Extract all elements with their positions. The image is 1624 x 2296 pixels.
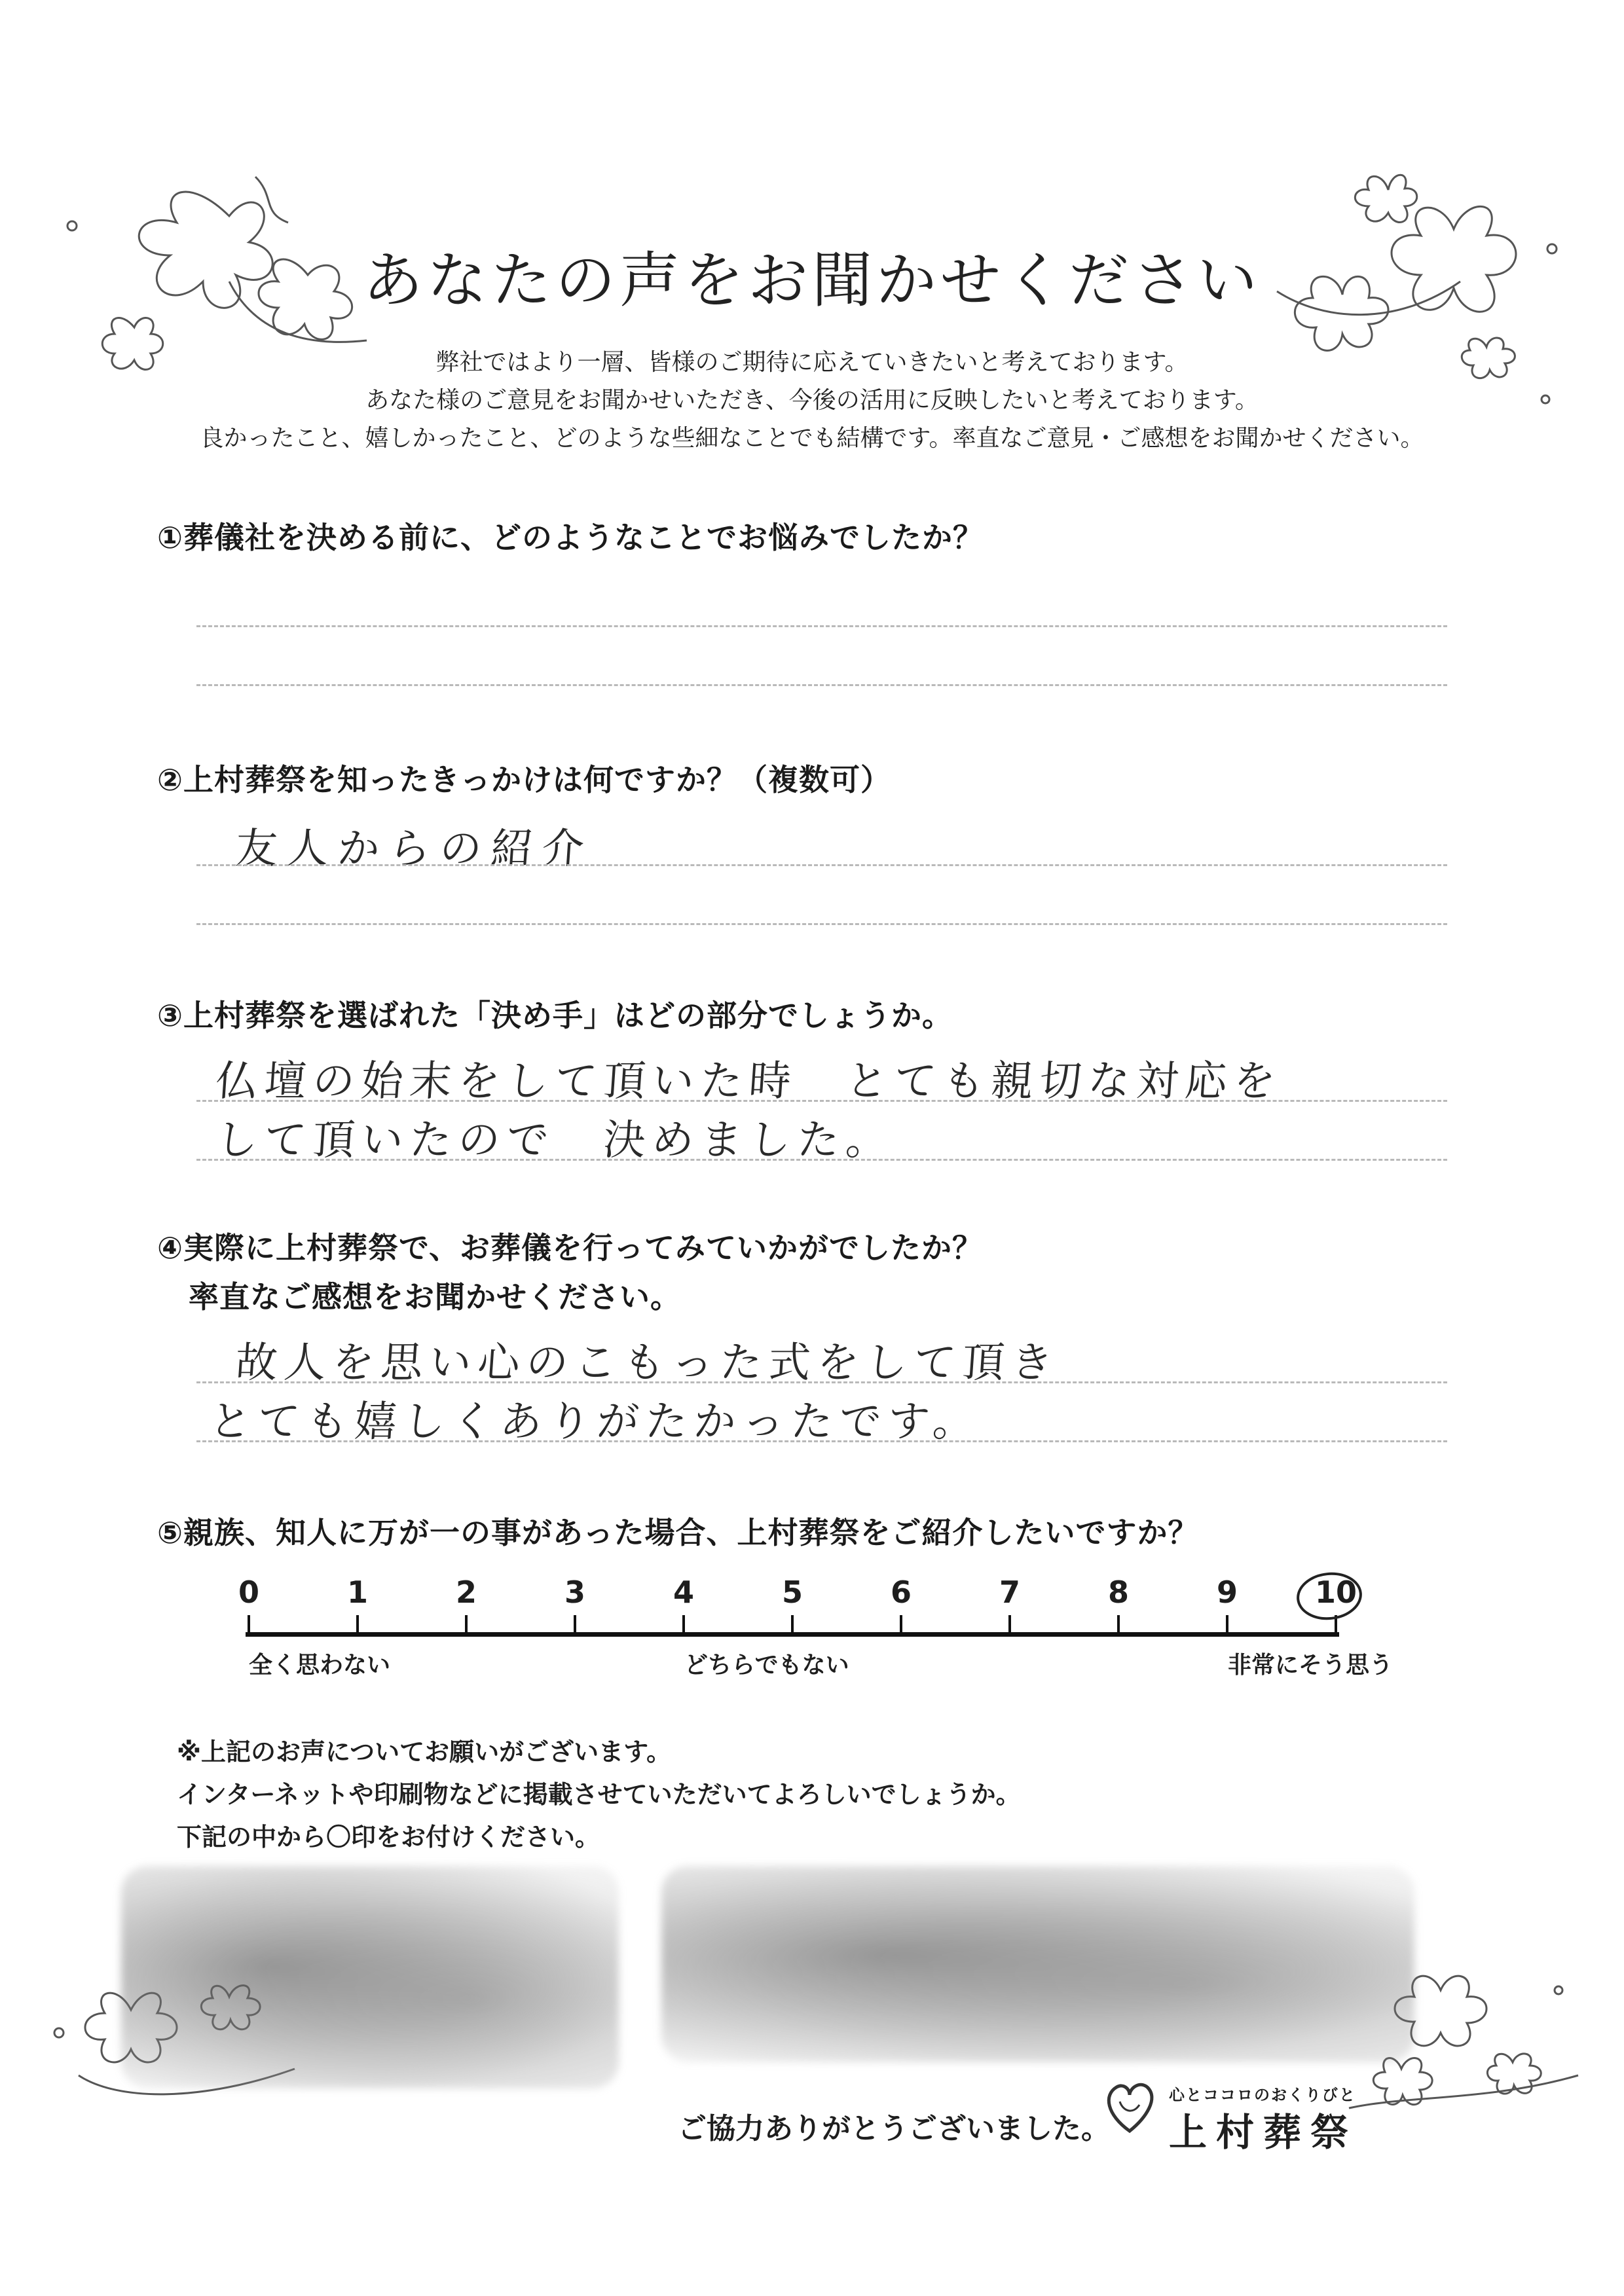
brand-tagline: 心とココロのおくりびと (1169, 2086, 1356, 2104)
answer-line (196, 923, 1447, 925)
question-4-label: ④実際に上村葬祭で、お葬儀を行ってみていかがでしたか？ (157, 1230, 984, 1266)
scale-tick (574, 1615, 576, 1632)
question-4-label-2: 率直なご感想をお聞かせください。 (189, 1279, 681, 1315)
scale-number-8: 8 (1107, 1575, 1129, 1610)
scale-number-2: 2 (455, 1575, 477, 1610)
scale-tick (465, 1615, 468, 1632)
question-3-answer-line-1: 仏壇の始末をして頂いた時 とても親切な対応を (213, 1057, 1284, 1106)
scale-tick (900, 1615, 902, 1632)
scale-number-10: 10 (1314, 1575, 1357, 1610)
note-line-3: 下記の中から〇印をお付けください。 (177, 1823, 600, 1851)
scale-number-0: 0 (238, 1575, 259, 1610)
intro-line-1: 弊社ではより一層、皆様のご期待に応えていきたいと考えております。 (435, 349, 1189, 376)
scale-tick (791, 1615, 794, 1632)
intro-line-2: あなた様のご意見をお聞かせいただき、今後の活用に反映したいと考えております。 (365, 387, 1259, 414)
scale-number-5: 5 (781, 1575, 803, 1610)
question-2-answer-line-1: 友人からの紹介 (233, 825, 595, 873)
selected-rating-circle (1293, 1570, 1365, 1622)
scale-label-low: 全く思わない (249, 1652, 391, 1679)
answer-line (196, 1159, 1447, 1161)
redacted-consent-area-right (661, 1866, 1414, 2062)
scale-tick (356, 1615, 359, 1632)
scale-tick (1117, 1615, 1120, 1632)
brand-name: 上村葬祭 (1169, 2110, 1358, 2155)
scale-tick (1226, 1615, 1228, 1632)
intro-line-3: 良かったこと、嬉しかったこと、どのような些細なことでも結構です。率直なご意見・ご感想をお聞かせください。 (200, 425, 1424, 452)
scale-label-mid: どちらでもない (684, 1652, 849, 1679)
question-4-answer-line-2: とても嬉しくありがたかったです。 (207, 1398, 984, 1446)
scale-number-7: 7 (999, 1575, 1020, 1610)
scale-tick (1008, 1615, 1011, 1632)
question-5-label: ⑤親族、知人に万が一の事があった場合、上村葬祭をご紹介したいですか？ (157, 1515, 1199, 1550)
company-heart-logo (1100, 2075, 1159, 2141)
scale-number-6: 6 (890, 1575, 912, 1610)
scale-tick (682, 1615, 685, 1632)
page-title: あなたの声をお聞かせください (362, 246, 1261, 316)
question-4-answer-line-1: 故人を思い心のこもった式をして頂き (233, 1339, 1061, 1387)
answer-line (196, 1440, 1447, 1442)
question-3-label: ③上村葬祭を選ばれた「決め手」はどの部分でしょうか。 (157, 998, 953, 1033)
question-2-label: ②上村葬祭を知ったきっかけは何ですか？（複数可） (157, 762, 891, 797)
scale-number-4: 4 (673, 1575, 694, 1610)
answer-line (196, 1100, 1447, 1102)
note-line-1: ※上記のお声についてお願いがございます。 (177, 1738, 672, 1766)
rating-scale-line (246, 1632, 1339, 1637)
answer-line (196, 864, 1447, 866)
scale-tick (248, 1615, 250, 1632)
question-1-label: ①葬儀社を決める前に、どのようなことでお悩みでしたか？ (157, 520, 984, 555)
scale-number-3: 3 (564, 1575, 585, 1610)
answer-line (196, 1381, 1447, 1383)
scale-number-9: 9 (1216, 1575, 1238, 1610)
answer-line (196, 625, 1447, 627)
question-3-answer-line-2: して頂いたので 決めました。 (213, 1116, 896, 1165)
note-line-2: インターネットや印刷物などに掲載させていただいてよろしいでしょうか。 (177, 1780, 1021, 1809)
answer-line (196, 684, 1447, 686)
redacted-consent-area-left (121, 1866, 619, 2088)
scale-number-1: 1 (346, 1575, 368, 1610)
thanks-text: ご協力ありがとうございました。 (678, 2112, 1110, 2145)
scale-label-high: 非常にそう思う (1228, 1652, 1393, 1679)
